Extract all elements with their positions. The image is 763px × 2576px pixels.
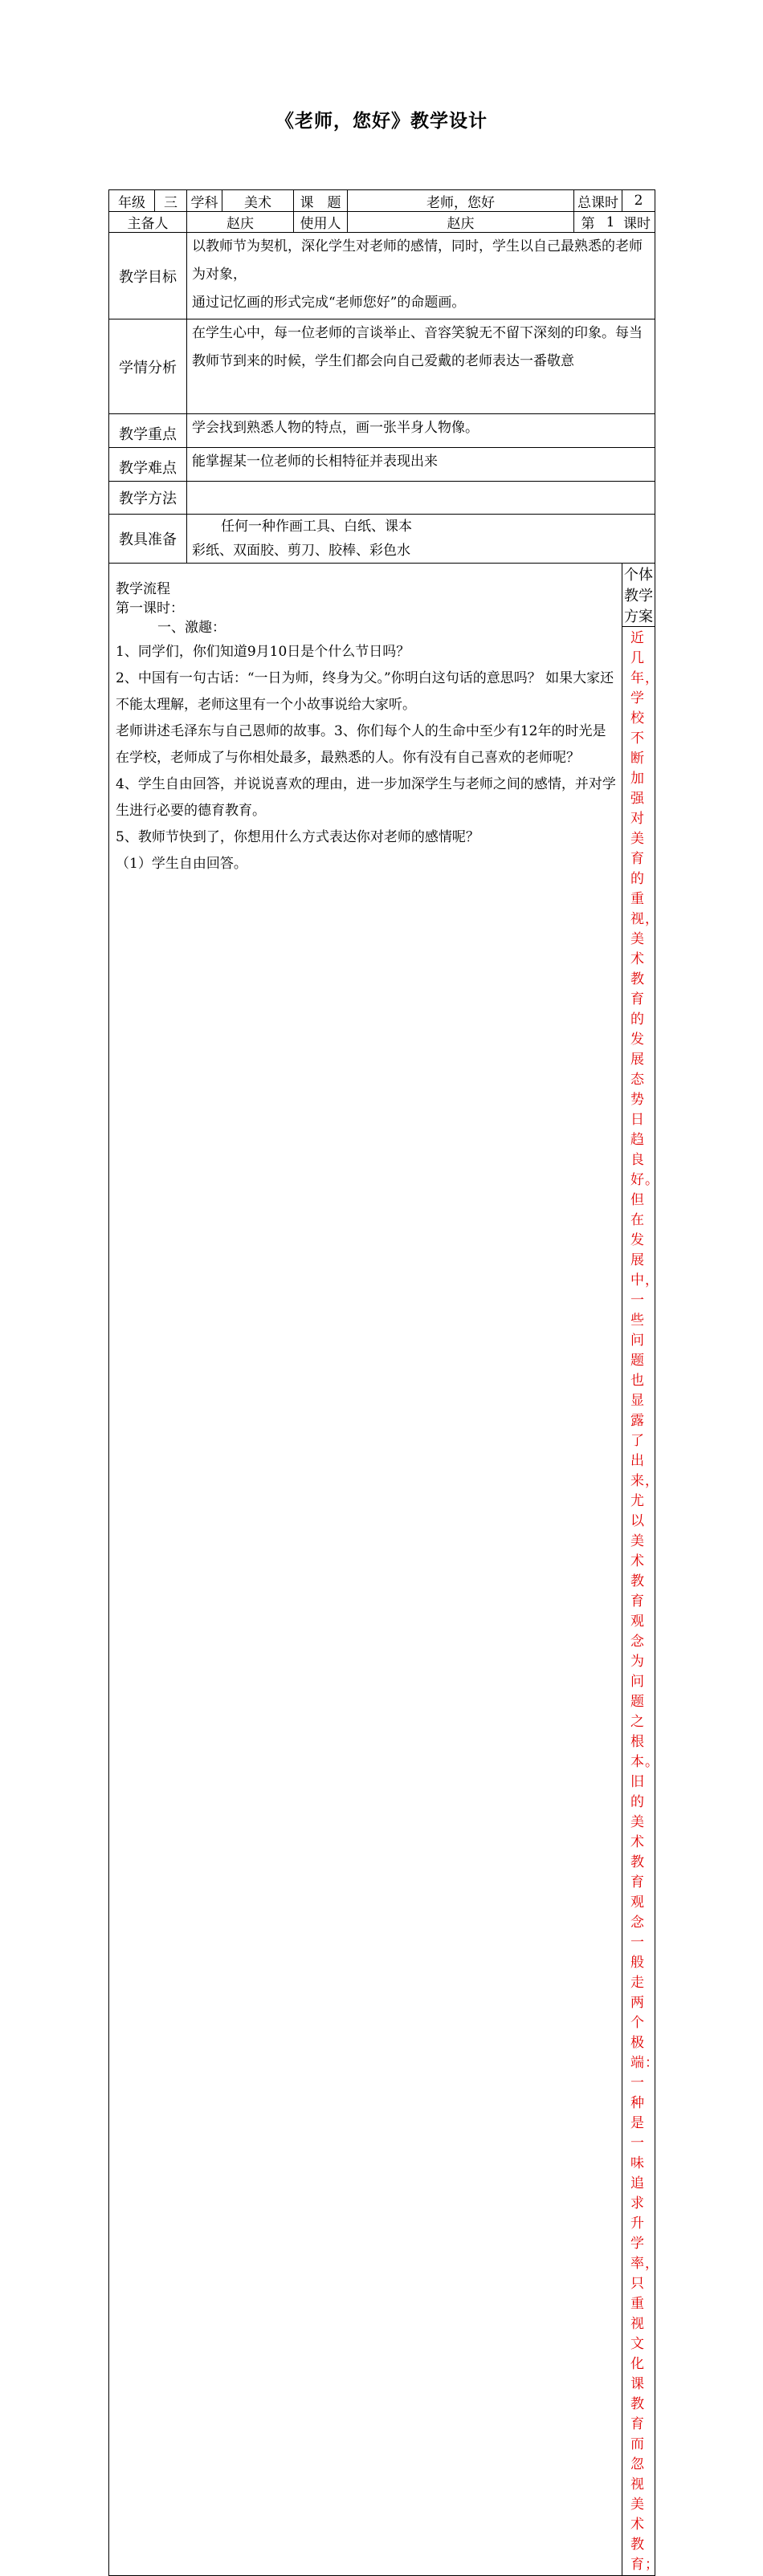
flow-heading: 教学流程 — [116, 581, 170, 597]
flow-question-1: 1、同学们，你们知道9月10日是个什么节日吗？ — [116, 644, 410, 660]
flow-question-2: 2、中国有一句古话：“一日为师，终身为父。”你明白这句话的意思吗？ 如果大家还不能太理解，老师这里有一个小故事说给大家听。 — [116, 670, 614, 713]
preparation-line-2: 彩纸、双面胶、剪刀、胶棒、彩色水 — [192, 543, 410, 559]
user-value: 赵庆 — [348, 212, 574, 233]
row-difficulty — [109, 448, 655, 482]
preparation-label: 教具准备 — [109, 515, 187, 564]
method-label: 教学方法 — [109, 482, 187, 515]
flow-part-1: 一、激趣： — [157, 620, 226, 636]
grade-value: 三 — [155, 190, 187, 212]
learning-analysis-label: 学情分析 — [109, 319, 187, 414]
header-row-1 — [109, 190, 655, 212]
total-hours-value: 2 — [622, 190, 655, 212]
subject-label: 学科 — [187, 190, 222, 212]
teaching-goal-label: 教学目标 — [109, 233, 187, 319]
method-text — [187, 482, 655, 515]
preparer-value: 赵庆 — [187, 212, 294, 233]
row-method — [109, 482, 655, 515]
flow-question-5: 5、教师节快到了，你想用什么方式表达你对老师的感情呢？ — [116, 829, 479, 845]
grade-label: 年级 — [109, 190, 155, 212]
lesson-number-cell — [574, 212, 655, 233]
row-flow-header — [109, 564, 655, 627]
teaching-goal-text — [187, 233, 655, 319]
topic-value: 老师，您好 — [348, 190, 574, 212]
preparation-text — [187, 515, 655, 564]
preparation-line-1: 任何一种作画工具、白纸、课本 — [221, 519, 412, 535]
flow-lesson: 第一课时： — [116, 600, 184, 617]
row-teaching-goal — [109, 233, 655, 319]
lesson-prefix: 第 — [581, 216, 595, 232]
lesson-suffix: 课时 — [623, 216, 651, 232]
learning-analysis-text — [187, 319, 655, 414]
key-point-text: 学会找到熟悉人物的特点，画一张半身人物像。 — [187, 414, 655, 448]
topic-label: 课 题 — [294, 190, 348, 212]
row-key-point — [109, 414, 655, 448]
teaching-goal-line-1: 以教师节为契机，深化学生对老师的感情，同时，学生以自己最熟悉的老师为对象， — [192, 238, 643, 283]
teaching-flow — [109, 564, 622, 2576]
user-label: 使用人 — [294, 212, 348, 233]
flow-answer-1: （1）学生自由回答。 — [116, 856, 247, 872]
teaching-goal-line-2: 通过记忆画的形式完成“老师您好”的命题画。 — [192, 295, 466, 311]
header-row-2 — [109, 212, 655, 233]
learning-analysis-paragraph: 在学生心中，每一位老师的言谈举止、音容笑貌无不留下深刻的印象。每当教师节到来的时候，学生们都会向自己爱戴的老师表达一番敬意 — [192, 325, 643, 369]
document-title: 《老师，您好》教学设计 — [275, 111, 488, 132]
preparer-label: 主备人 — [109, 212, 187, 233]
flow-question-4: 4、学生自由回答，并说说喜欢的理由，进一步加深学生与老师之间的感情，并对学生进行必要的德育教育。 — [116, 776, 616, 819]
individual-plan-note: 近几年，学校不断加强对美育的重视，美术教育的发展态势日趋良好。但在发展中，一些问题也显露了出来，尤以美术教育观念为问题之根本。旧的美术教育观念一般走两个极端：一种是一味追求升学率，只重视文化课教育而忽视美术教育； — [622, 627, 655, 2576]
row-preparation — [109, 515, 655, 564]
difficulty-label: 教学难点 — [109, 448, 187, 482]
lesson-plan-table — [108, 189, 660, 2576]
total-hours-label: 总课时 — [574, 190, 622, 212]
flow-story: 老师讲述毛泽东与自己恩师的故事。3、你们每个人的生命中至少有12年的时光是在学校，老师成了与你相处最多，最熟悉的人。你有没有自己喜欢的老师呢？ — [116, 723, 606, 766]
subject-value: 美术 — [222, 190, 294, 212]
lesson-number: 1 — [606, 214, 615, 230]
key-point-label: 教学重点 — [109, 414, 187, 448]
difficulty-text: 能掌握某一位老师的长相特征并表现出来 — [187, 448, 655, 482]
individual-plan-heading: 个体教学方案 — [622, 564, 655, 627]
row-learning-analysis — [109, 319, 655, 414]
